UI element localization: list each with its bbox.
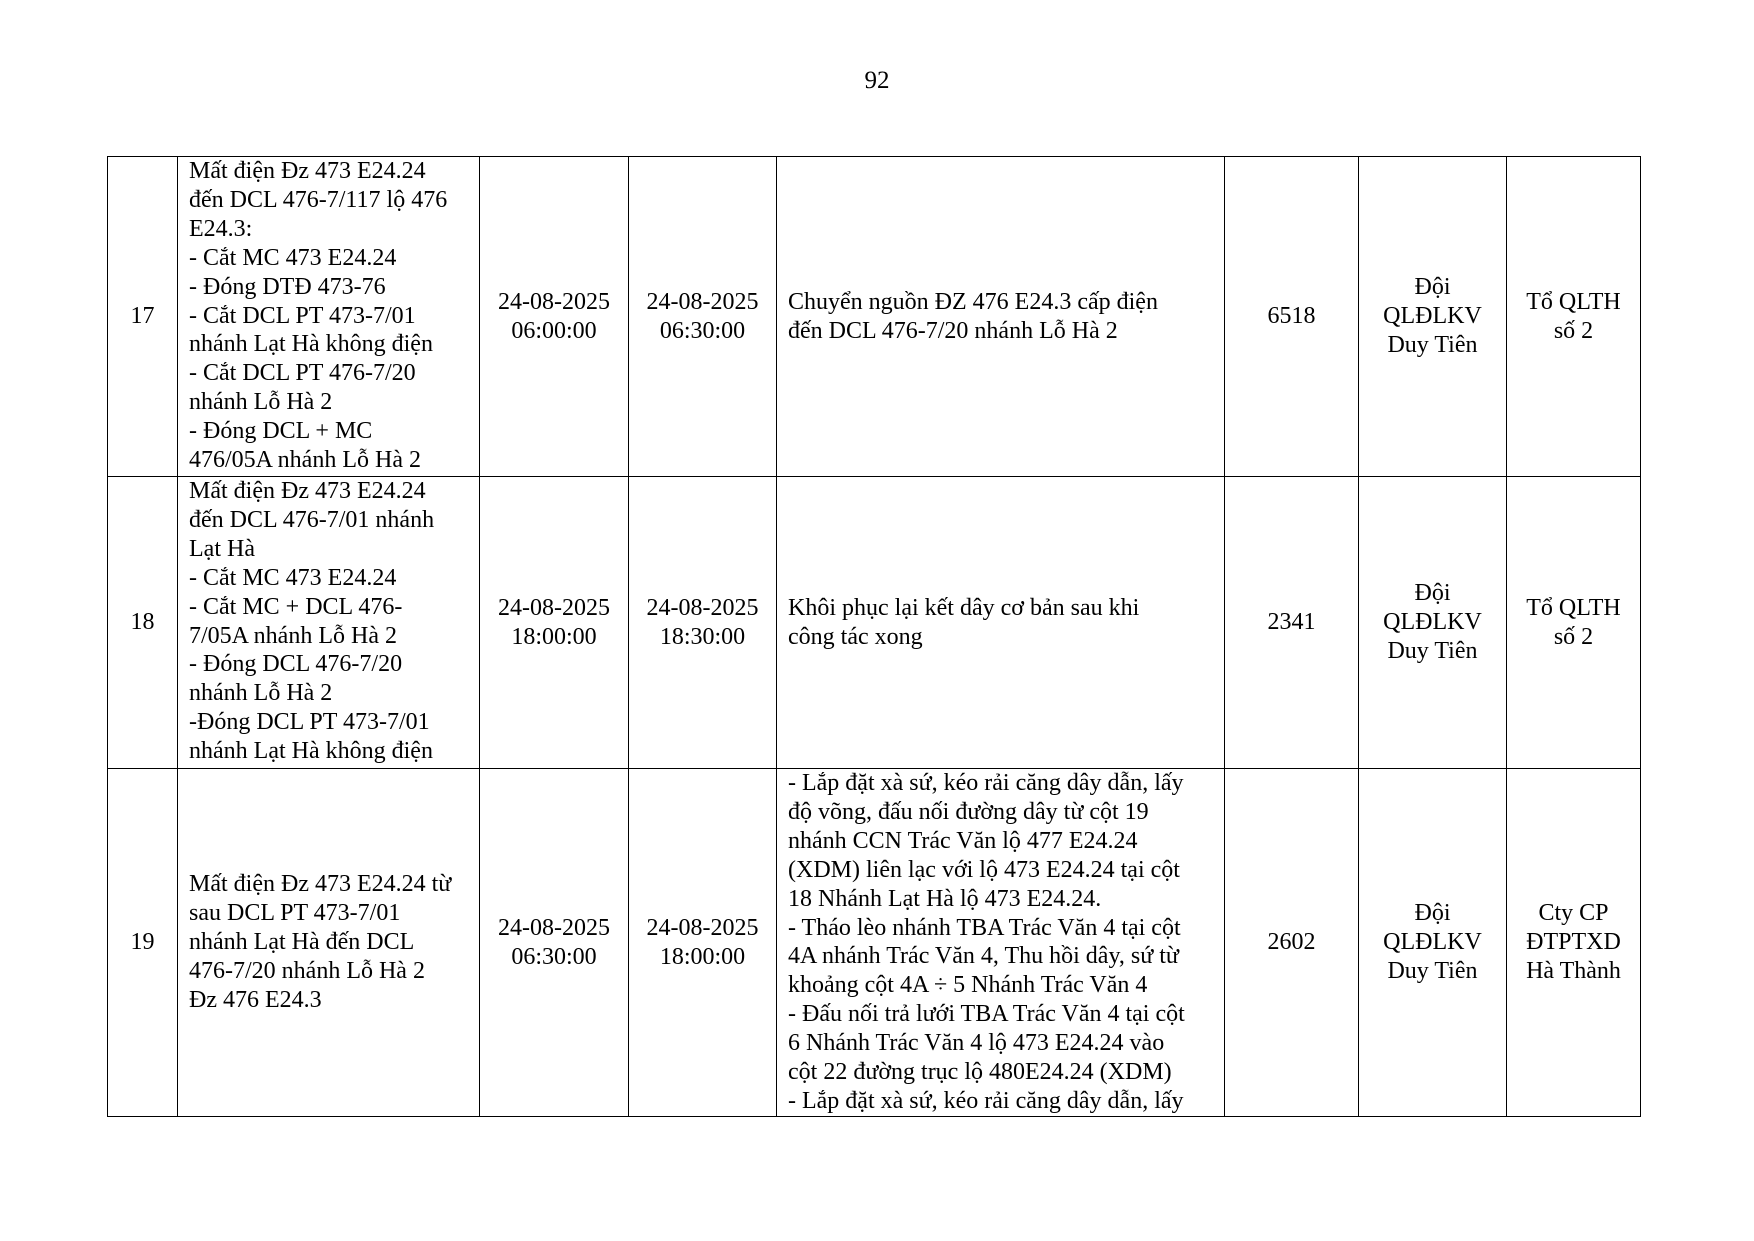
end-time-cell: 24-08-2025 18:30:00 bbox=[629, 477, 777, 769]
outage-description-cell: Mất điện Đz 473 E24.24 đến DCL 476-7/01 nhánh Lạt Hà - Cắt MC 473 E24.24 - Cắt MC + DCL 476- 7/05A nhánh Lỗ Hà 2 - Đóng DCL 476-7/20 nhánh Lỗ Hà 2 -Đóng DCL PT 473-7/01 nhánh Lạt Hà không điện bbox=[178, 477, 480, 769]
table-row bbox=[108, 157, 1641, 477]
work-content-cell: Chuyển nguồn ĐZ 476 E24.3 cấp điện đến DCL 476-7/20 nhánh Lỗ Hà 2 bbox=[777, 157, 1225, 477]
start-time-cell: 24-08-2025 18:00:00 bbox=[480, 477, 629, 769]
work-content-cell: Khôi phục lại kết dây cơ bản sau khi công tác xong bbox=[777, 477, 1225, 769]
customer-count-cell: 2341 bbox=[1225, 477, 1359, 769]
responsible-unit-cell: Đội QLĐLKV Duy Tiên bbox=[1359, 769, 1507, 1117]
page-number: 92 bbox=[864, 67, 890, 94]
executor-cell: Tổ QLTH số 2 bbox=[1507, 477, 1641, 769]
executor-cell: Tổ QLTH số 2 bbox=[1507, 157, 1641, 477]
outage-schedule-table bbox=[107, 156, 1641, 1117]
end-time-cell: 24-08-2025 06:30:00 bbox=[629, 157, 777, 477]
row-number-cell: 17 bbox=[108, 157, 178, 477]
outage-description-cell: Mất điện Đz 473 E24.24 từ sau DCL PT 473-7/01 nhánh Lạt Hà đến DCL 476-7/20 nhánh Lỗ Hà 2 Đz 476 E24.3 bbox=[178, 769, 480, 1117]
outage-description-cell: Mất điện Đz 473 E24.24 đến DCL 476-7/117 lộ 476 E24.3: - Cắt MC 473 E24.24 - Đóng DTĐ 473-76 - Cắt DCL PT 473-7/01 nhánh Lạt Hà không điện - Cắt DCL PT 476-7/20 nhánh Lỗ Hà 2 - Đóng DCL + MC 476/05A nhánh Lỗ Hà 2 bbox=[178, 157, 480, 477]
table-row bbox=[108, 769, 1641, 1117]
responsible-unit-cell: Đội QLĐLKV Duy Tiên bbox=[1359, 157, 1507, 477]
start-time-cell: 24-08-2025 06:00:00 bbox=[480, 157, 629, 477]
customer-count-cell: 2602 bbox=[1225, 769, 1359, 1117]
customer-count-cell: 6518 bbox=[1225, 157, 1359, 477]
executor-cell: Cty CP ĐTPTXD Hà Thành bbox=[1507, 769, 1641, 1117]
row-number-cell: 18 bbox=[108, 477, 178, 769]
work-content-cell: - Lắp đặt xà sứ, kéo rải căng dây dẫn, lấy độ võng, đấu nối đường dây từ cột 19 nhánh CCN Trác Văn lộ 477 E24.24 (XDM) liên lạc với lộ 473 E24.24 tại cột 18 Nhánh Lạt Hà lộ 473 E24.24. - Tháo lèo nhánh TBA Trác Văn 4 tại cột 4A nhánh Trác Văn 4, Thu hồi dây, sứ từ khoảng cột 4A ÷ 5 Nhánh Trác Văn 4 - Đấu nối trả lưới TBA Trác Văn 4 tại cột 6 Nhánh Trác Văn 4 lộ 473 E24.24 vào cột 22 đường trục lộ 480E24.24 (XDM) - Lắp đặt xà sứ, kéo rải căng dây dẫn, lấy bbox=[777, 769, 1225, 1117]
end-time-cell: 24-08-2025 18:00:00 bbox=[629, 769, 777, 1117]
table-row bbox=[108, 477, 1641, 769]
start-time-cell: 24-08-2025 06:30:00 bbox=[480, 769, 629, 1117]
responsible-unit-cell: Đội QLĐLKV Duy Tiên bbox=[1359, 477, 1507, 769]
row-number-cell: 19 bbox=[108, 769, 178, 1117]
